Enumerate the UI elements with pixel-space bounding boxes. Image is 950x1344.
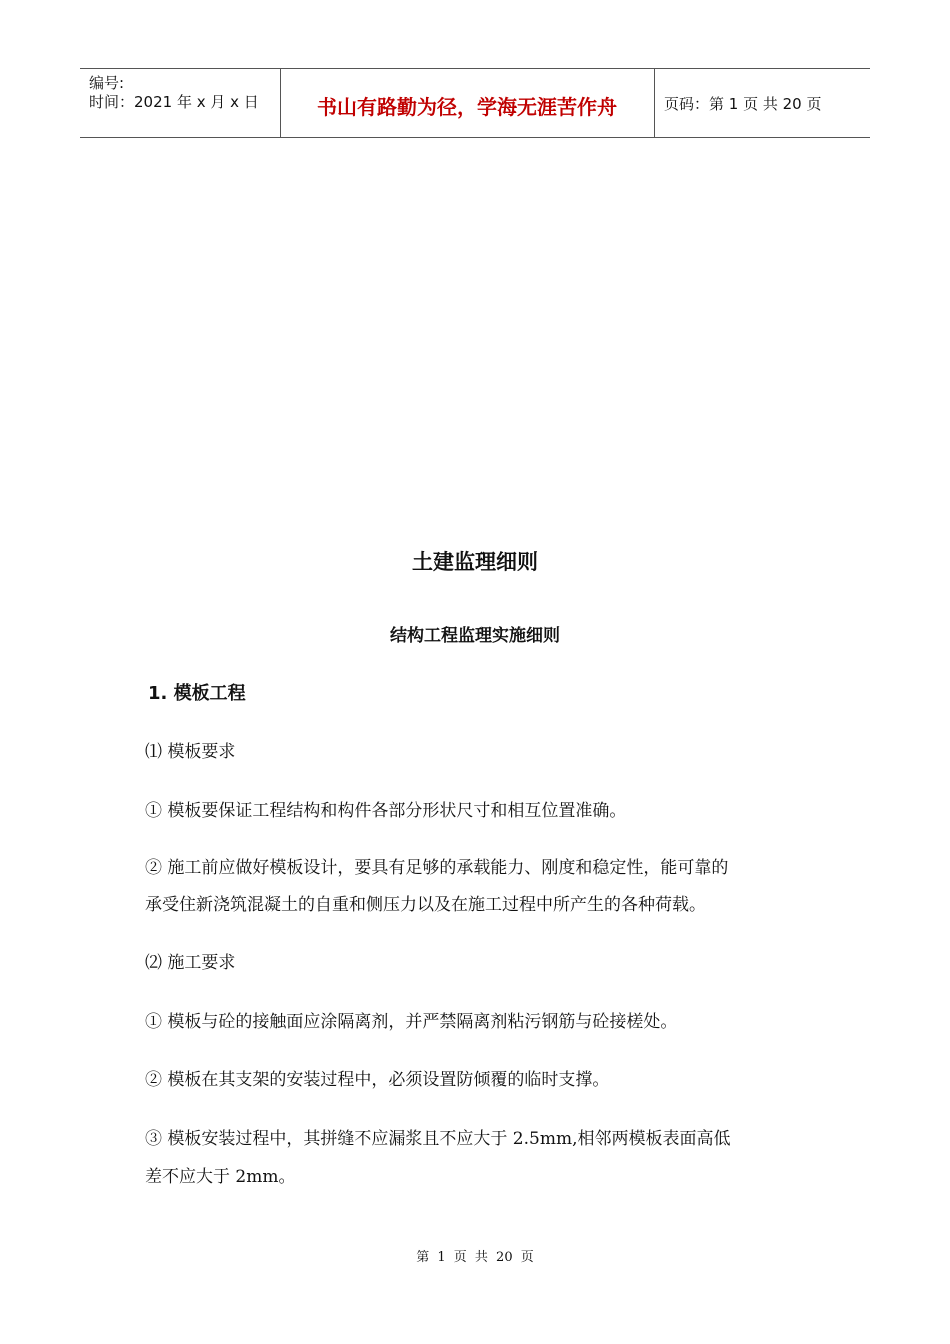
section-heading: 1. 模板工程 [148,683,246,704]
paragraph-line: 差不应大于 2mm。 [145,1167,296,1187]
date-label: 时间：2021 年 x 月 x 日 [89,93,259,111]
paragraph-line: ③ 模板安装过程中，其拼缝不应漏浆且不应大于 2.5mm,相邻两模板表面高低 [145,1129,731,1149]
subsection-heading: ⑴ 模板要求 [145,742,236,762]
document-subtitle: 结构工程监理实施细则 [390,626,560,646]
document-header [80,68,870,138]
paragraph-line: ② 施工前应做好模板设计，要具有足够的承载能力、刚度和稳定性，能可靠的 [145,858,729,878]
header-meta-cell [80,69,281,137]
paragraph-line: ① 模板要保证工程结构和构件各部分形状尺寸和相互位置准确。 [145,801,627,821]
document-title: 土建监理细则 [412,550,538,574]
header-motto-cell [280,69,655,137]
subsection-heading: ⑵ 施工要求 [145,953,236,973]
number-label: 编号: [89,74,125,92]
page-info: 页码：第 1 页 共 20 页 [664,95,822,113]
motto-text: 书山有路勤为径，学海无涯苦作舟 [317,95,617,119]
paragraph-line: ① 模板与砼的接触面应涂隔离剂，并严禁隔离剂粘污钢筋与砼接槎处。 [145,1012,678,1032]
header-page-cell [655,69,870,137]
paragraph-line: 承受住新浇筑混凝土的自重和侧压力以及在施工过程中所产生的各种荷载。 [145,895,706,915]
paragraph-line: ② 模板在其支架的安装过程中，必须设置防倾覆的临时支撑。 [145,1070,610,1090]
page-footer: 第 1 页 共 20 页 [416,1250,534,1265]
